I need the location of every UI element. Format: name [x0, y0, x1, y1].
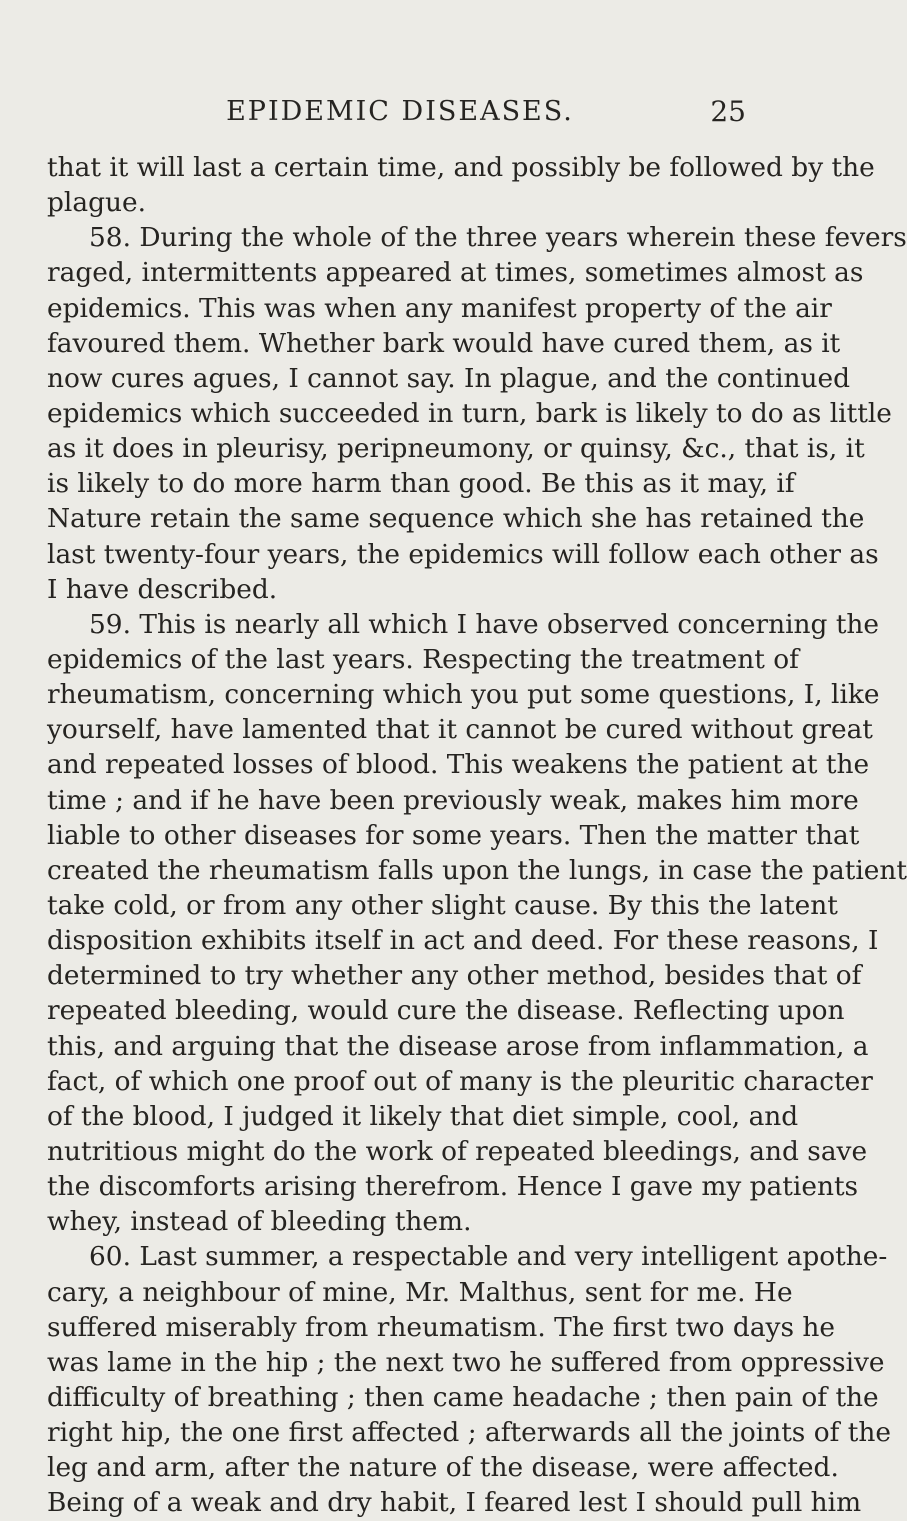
text-line: this, and arguing that the disease arose from inflammation, a	[47, 1030, 869, 1062]
text-line: repeated bleeding, would cure the disease. Reflecting upon	[47, 995, 845, 1027]
text-line: and repeated losses of blood. This weakens the patient at the	[47, 749, 870, 781]
text-line: raged, intermittents appeared at times, sometimes almost as	[47, 257, 864, 289]
paragraph-59-start: 59. This is nearly all which I have observed concerning the	[89, 608, 880, 640]
text-line: of the blood, I judged it likely that diet simple, cool, and	[47, 1100, 799, 1132]
text-line: cary, a neighbour of mine, Mr. Malthus, sent for me. He	[47, 1276, 793, 1308]
text-line: fact, of which one proof out of many is the pleuritic character	[47, 1065, 873, 1097]
text-line: plague.	[47, 187, 146, 219]
text-line: disposition exhibits itself in act and deed. For these reasons, I	[47, 925, 879, 957]
text-line: I have described.	[47, 573, 278, 605]
text-line: difficulty of breathing ; then came headache ; then pain of the	[47, 1381, 879, 1413]
text-line: was lame in the hip ; the next two he suffered from oppressive	[47, 1346, 885, 1378]
paragraph-58-start: 58. During the whole of the three years wherein these fevers	[89, 222, 907, 254]
text-line: as it does in pleurisy, peripneumony, or quinsy, &c., that is, it	[47, 433, 865, 465]
text-line: leg and arm, after the nature of the disease, were affected.	[47, 1452, 839, 1484]
text-line: take cold, or from any other slight cause. By this the latent	[47, 889, 838, 921]
text-line: right hip, the one first affected ; afterwards all the joints of the	[47, 1417, 891, 1449]
text-line: determined to try whether any other method, besides that of	[47, 960, 862, 992]
text-line: yourself, have lamented that it cannot be cured without great	[47, 714, 873, 746]
text-line: last twenty-four years, the epidemics will follow each other as	[47, 538, 879, 570]
running-head	[48, 94, 752, 130]
body-text	[47, 150, 907, 1520]
text-line: suffered miserably from rheumatism. The first two days he	[47, 1311, 836, 1343]
text-line: nutritious might do the work of repeated bleedings, and save	[47, 1135, 868, 1167]
text-line: Nature retain the same sequence which she has retained the	[47, 503, 865, 535]
text-line: epidemics which succeeded in turn, bark is likely to do as little	[47, 397, 892, 429]
text-line: liable to other diseases for some years. Then the matter that	[47, 819, 860, 851]
text-line: epidemics. This was when any manifest property of the air	[47, 292, 832, 324]
running-title: EPIDEMIC DISEASES.	[226, 96, 574, 127]
text-line: Being of a weak and dry habit, I feared lest I should pull him	[47, 1487, 862, 1519]
text-line: now cures agues, I cannot say. In plague, and the continued	[47, 362, 851, 394]
text-line: epidemics of the last years. Respecting the treatment of	[47, 643, 799, 675]
text-line: time ; and if he have been previously weak, makes him more	[47, 784, 859, 816]
text-line: favoured them. Whether bark would have cured them, as it	[47, 327, 841, 359]
page-number: 25	[710, 95, 746, 128]
text-line: the discomforts arising therefrom. Hence I gave my patients	[47, 1171, 859, 1203]
text-line: that it will last a certain time, and possibly be followed by the	[47, 152, 875, 183]
paragraph-60-start: 60. Last summer, a respectable and very intelligent apothe-	[89, 1241, 888, 1273]
text-line: created the rheumatism falls upon the lungs, in case the patient	[47, 854, 907, 886]
text-line: rheumatism, concerning which you put some questions, I, like	[47, 679, 880, 711]
text-line: whey, instead of bleeding them.	[47, 1206, 472, 1238]
text-line: is likely to do more harm than good. Be this as it may, if	[47, 468, 795, 500]
